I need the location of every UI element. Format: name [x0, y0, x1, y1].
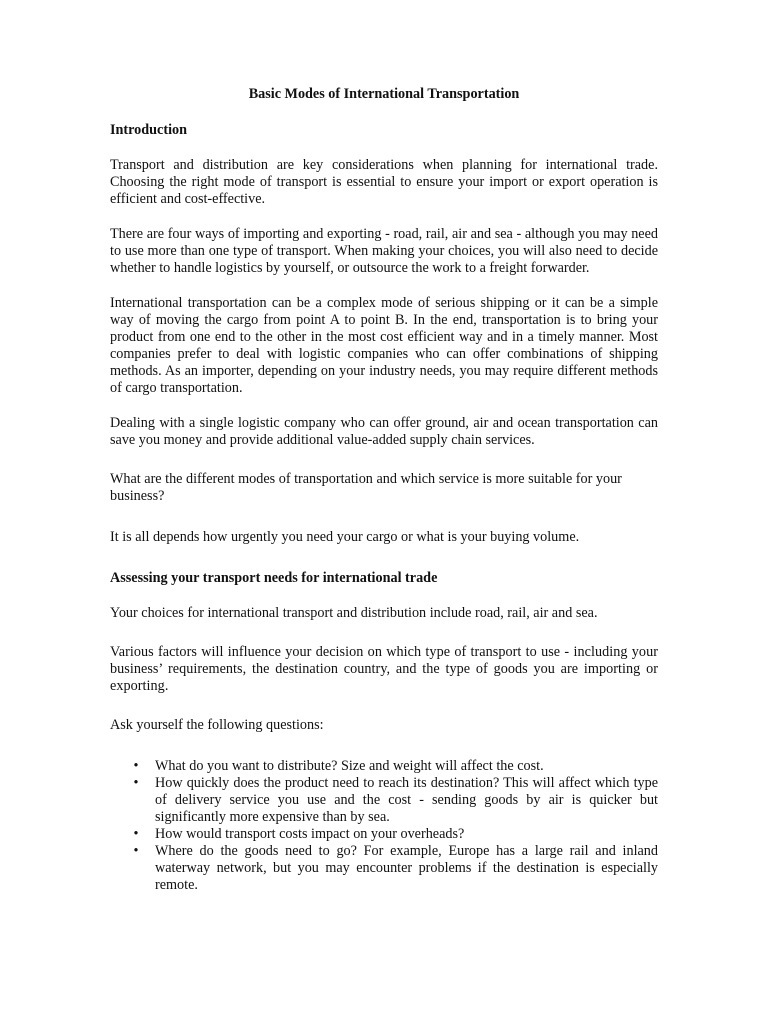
bullet-icon: •	[133, 758, 139, 774]
list-item	[110, 843, 658, 894]
paragraph-four-ways: There are four ways of importing and exporting - road, rail, air and sea - although you may need to use more than one type of transport. When making your choices, you will also need to decide whether to handle logistics by yourself, or outsource the work to a freight forwarder.	[110, 226, 658, 276]
paragraph-single-logistic-company: Dealing with a single logistic company who can offer ground, air and ocean transportation can save you money and provide additional value-added supply chain services.	[110, 415, 658, 448]
list-item	[110, 758, 658, 775]
list-item-text: What do you want to distribute? Size and weight will affect the cost.	[155, 758, 544, 774]
list-item-text: How would transport costs impact on your overheads?	[155, 826, 465, 842]
bullet-icon: •	[133, 826, 139, 842]
paragraph-urgency: It is all depends how urgently you need your cargo or what is your buying volume.	[110, 529, 580, 545]
paragraph-ask-yourself: Ask yourself the following questions:	[110, 717, 324, 733]
introduction-heading: Introduction	[110, 122, 187, 138]
list-item-text: How quickly does the product need to reach its destination? This will affect which type of delivery service you use and the cost - sending goods by air is quicker but significantly more expensive than by sea.	[155, 775, 658, 825]
list-item	[110, 826, 658, 843]
assessing-needs-heading: Assessing your transport needs for international trade	[110, 570, 438, 586]
paragraph-choices: Your choices for international transport and distribution include road, rail, air and sea.	[110, 605, 598, 621]
list-item-text: Where do the goods need to go? For example, Europe has a large rail and inland waterway network, but you may encounter problems if the destination is especially remote.	[155, 843, 658, 893]
paragraph-various-factors: Various factors will influence your decision on which type of transport to use - including your business’ requirements, the destination country, and the type of goods you are importing or exporting.	[110, 644, 658, 694]
document-title: Basic Modes of International Transportation	[248, 86, 520, 102]
questions-list	[110, 758, 658, 894]
document-page	[110, 86, 658, 894]
paragraph-transport-distribution: Transport and distribution are key considerations when planning for international trade. Choosing the right mode of transport is essential to ensure your import or export operation is efficient and cost-effective.	[110, 157, 658, 207]
paragraph-different-modes-question: What are the different modes of transportation and which service is more suitable for your business?	[110, 471, 622, 504]
list-item	[110, 775, 658, 826]
bullet-icon: •	[133, 775, 139, 791]
bullet-icon: •	[133, 843, 139, 859]
paragraph-international-transportation: International transportation can be a complex mode of serious shipping or it can be a simple way of moving the cargo from point A to point B. In the end, transportation is to bring your product from one end to the other in the most cost efficient way and in a timely manner. Most companies prefer to deal with logistic companies who can offer combinations of shipping methods. As an importer, depending on your industry needs, you may require different methods of cargo transportation.	[110, 295, 658, 396]
